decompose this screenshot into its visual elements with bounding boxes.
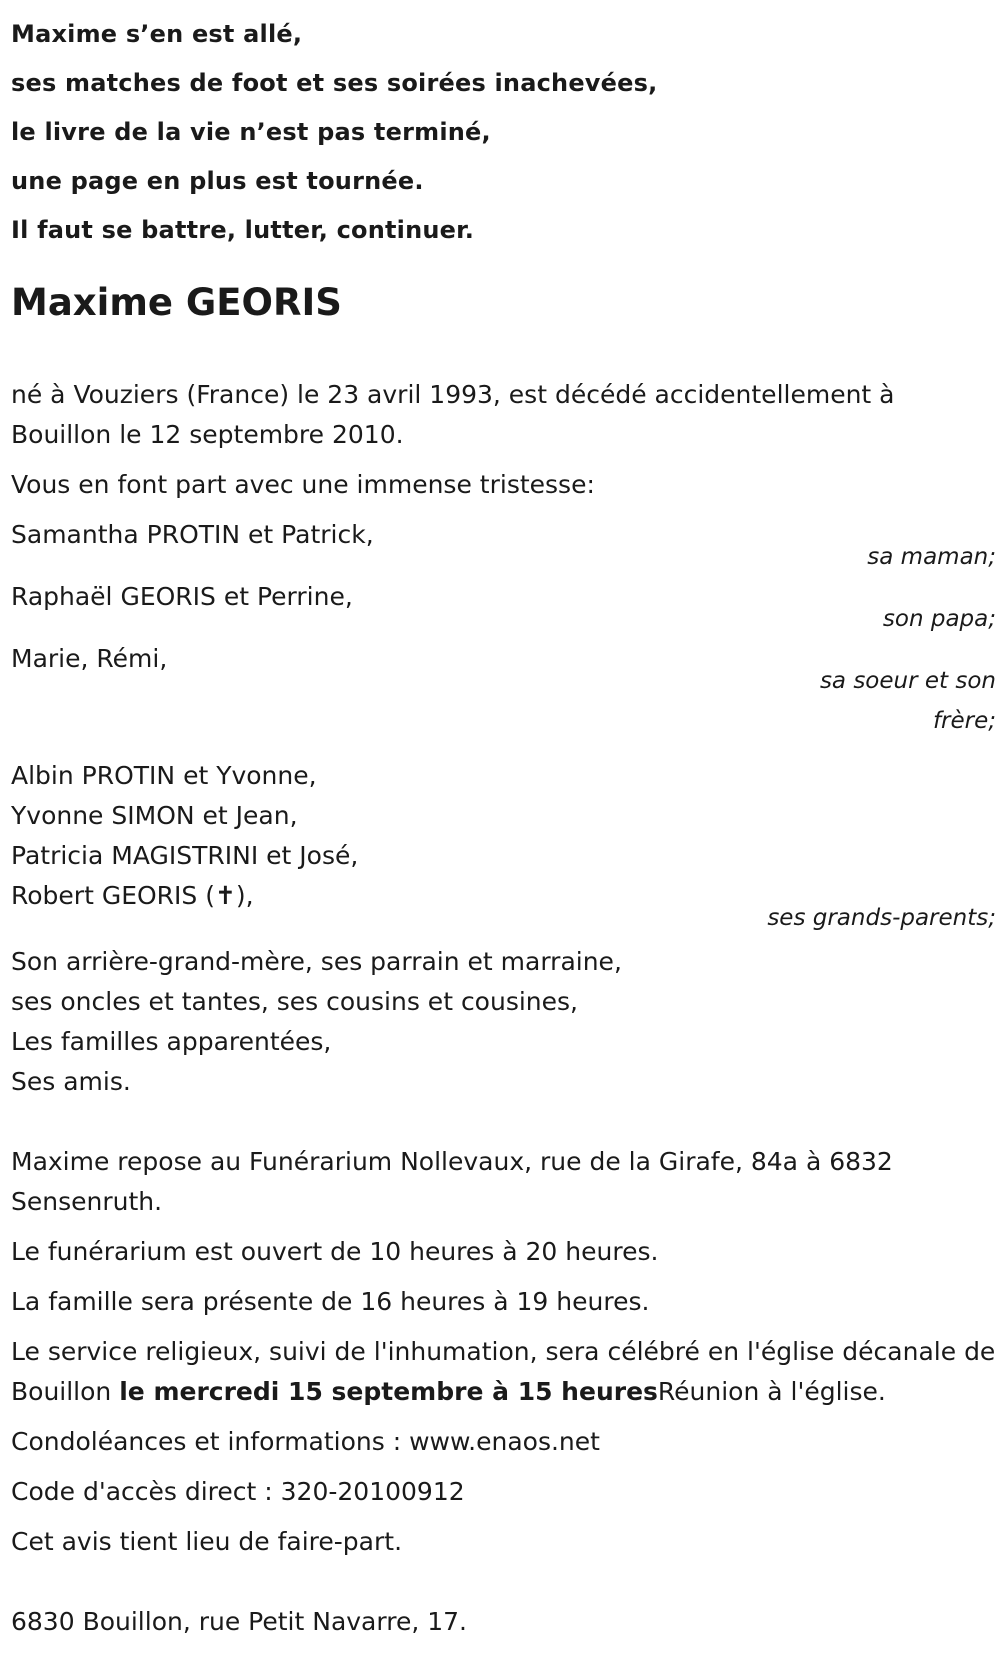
family-father [11, 577, 996, 639]
obituary-page [11, 0, 996, 1642]
announcement-text: Vous en font part avec une immense tristesse: [11, 470, 595, 499]
address-text: 6830 Bouillon, rue Petit Navarre, 17. [11, 1607, 467, 1636]
grandparent-name: Robert GEORIS (✝), [11, 881, 254, 910]
siblings-role: sa soeur et son frère; [819, 668, 996, 734]
grandparent-name: Patricia MAGISTRINI et José, [11, 841, 359, 870]
family-other-line: Ses amis. [11, 1067, 131, 1096]
grandparents-role: ses grands-parents; [767, 905, 996, 931]
access-code-text: Code d'accès direct : 320-20100912 [11, 1477, 465, 1506]
poem-line: Maxime s’en est allé, [11, 20, 303, 48]
poem-line: ses matches de foot et ses soirées inachevées, [11, 69, 658, 97]
poem [11, 0, 996, 255]
notice-text: Cet avis tient lieu de faire-part. [11, 1527, 403, 1556]
family-other-line: ses oncles et tantes, ses cousins et cousines, [11, 987, 578, 1016]
poem-line: Il faut se battre, lutter, continuer. [11, 216, 475, 244]
grandparent-name: Albin PROTIN et Yvonne, [11, 761, 317, 790]
family-other-line: Son arrière-grand-mère, ses parrain et marraine, [11, 947, 622, 976]
family-presence-text: La famille sera présente de 16 heures à 19 heures. [11, 1287, 650, 1316]
siblings-name: Marie, Rémi, [11, 644, 168, 673]
service-text-after: Réunion à l'église. [657, 1377, 886, 1406]
family-others [11, 942, 996, 1102]
family-siblings [11, 639, 996, 741]
resting-place-text: Maxime repose au Funérarium Nollevaux, rue de la Girafe, 84a à 6832 Sensenruth. [11, 1147, 893, 1216]
deceased-name: Maxime GEORIS [11, 281, 342, 324]
father-name: Raphaël GEORIS et Perrine, [11, 582, 353, 611]
family-mother [11, 515, 996, 577]
mother-role: sa maman; [867, 544, 996, 570]
service-text-before: Le service religieux, suivi de l'inhumation, sera célébré en l'église décanale de Bouillon [11, 1337, 996, 1406]
poem-line: le livre de la vie n’est pas terminé, [11, 118, 491, 146]
spacer [11, 1562, 996, 1602]
father-role: son papa; [882, 606, 996, 632]
condolences-text: Condoléances et informations : www.enaos.net [11, 1427, 600, 1456]
mother-name: Samantha PROTIN et Patrick, [11, 520, 374, 549]
spacer [11, 1102, 996, 1142]
poem-line: une page en plus est tournée. [11, 167, 424, 195]
service-date-bold: le mercredi 15 septembre à 15 heures [119, 1377, 658, 1406]
grandparent-name: Yvonne SIMON et Jean, [11, 801, 298, 830]
service-text [11, 1332, 996, 1412]
birth-death-text: né à Vouziers (France) le 23 avril 1993, est décédé accidentellement à Bouillon le 12 septembre 2010. [11, 380, 895, 449]
family-grandparents [11, 756, 996, 938]
funerarium-hours-text: Le funérarium est ouvert de 10 heures à 20 heures. [11, 1237, 659, 1266]
family-other-line: Les familles apparentées, [11, 1027, 332, 1056]
